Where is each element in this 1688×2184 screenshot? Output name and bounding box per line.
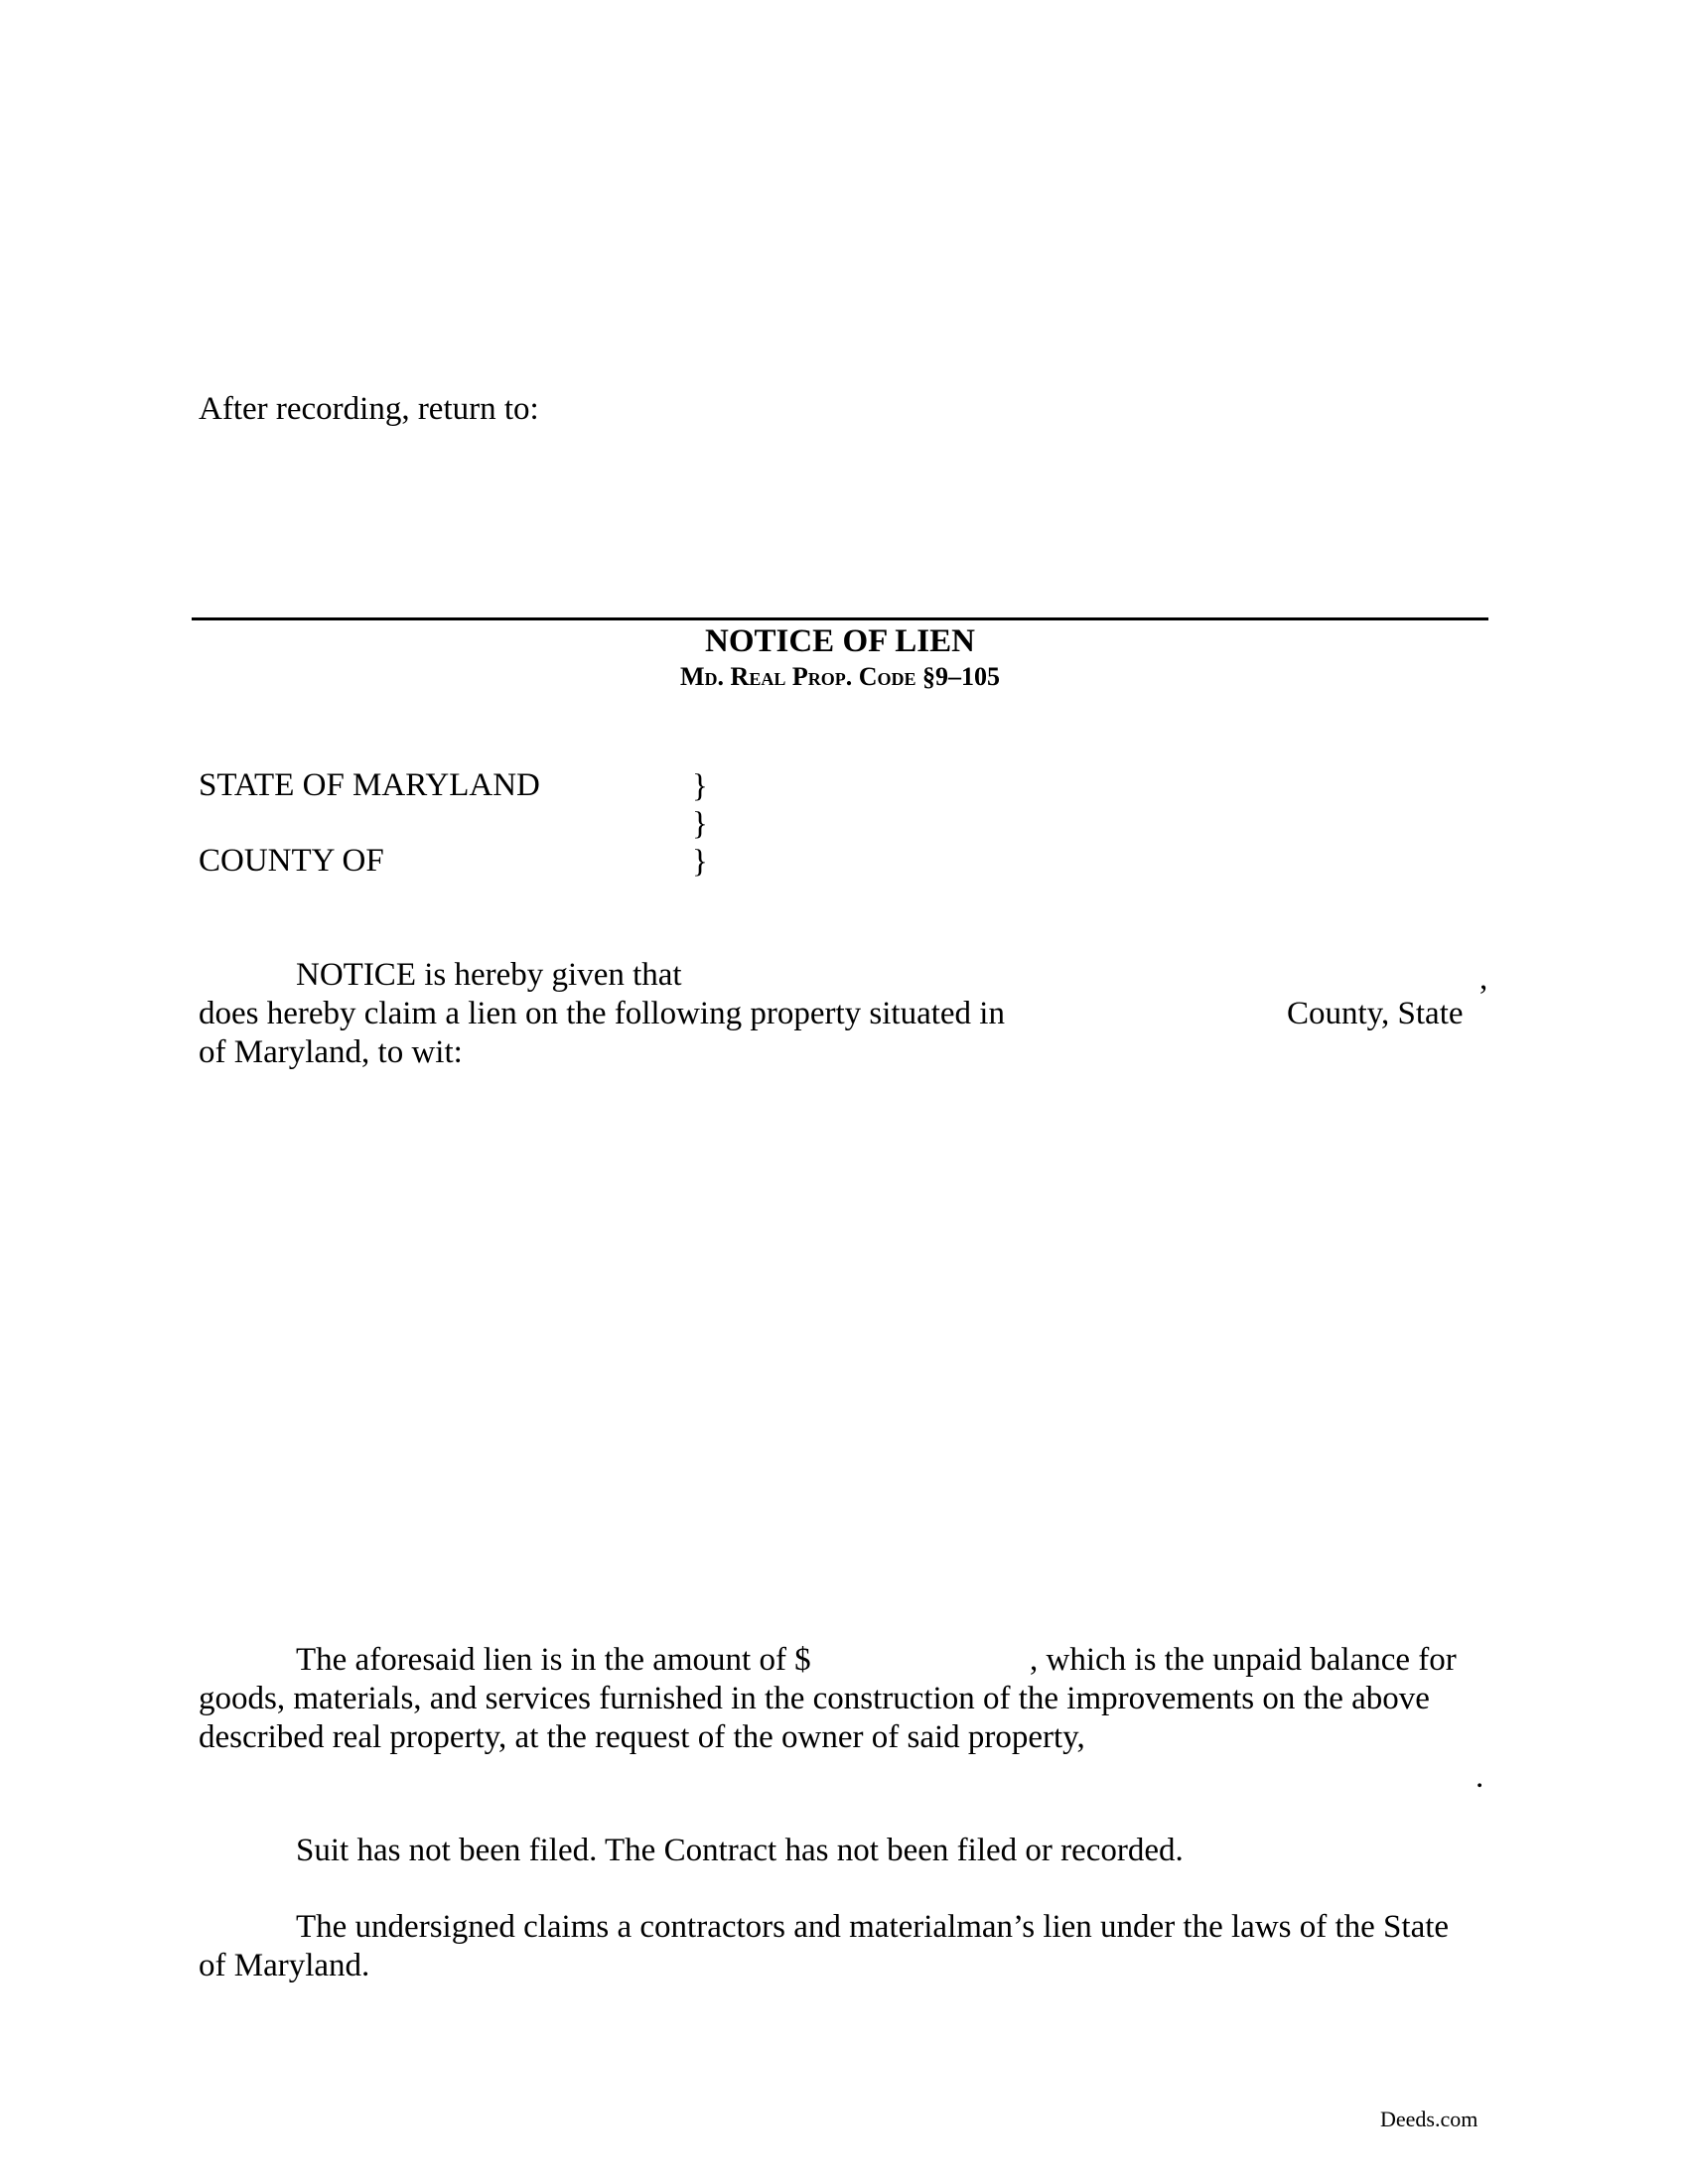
footer-brand: Deeds.com [1380,2107,1478,2131]
venue-county-label: COUNTY OF [199,843,384,879]
statute-citation: Md. Real Prop. Code §9–105 [680,662,1000,691]
notice-paragraph-line-2a: does hereby claim a lien on the following property situated in [199,996,1005,1031]
notice-paragraph-line-2b: County, State [1287,996,1464,1031]
amount-paragraph-line-3: described real property, at the request of the owner of said property, [199,1719,1085,1755]
amount-paragraph-line-1b: , which is the unpaid balance for [1030,1642,1457,1678]
claim-statement-line-1: The undersigned claims a contractors and materialman’s lien under the laws of the State [296,1909,1450,1945]
venue-brace: } [692,768,708,804]
notice-paragraph-line-3: of Maryland, to wit: [199,1034,463,1070]
amount-paragraph-line-1a: The aforesaid lien is in the amount of $ [296,1642,811,1678]
title-divider [192,617,1488,620]
suit-statement: Suit has not been filed. The Contract has not been filed or recorded. [296,1833,1184,1868]
return-to-label: After recording, return to: [199,391,539,427]
notice-paragraph-comma: , [1479,961,1488,997]
amount-paragraph-period: . [1476,1759,1484,1795]
venue-brace: } [692,844,708,880]
document-title: NOTICE OF LIEN [705,623,975,659]
venue-brace: } [692,806,708,842]
amount-paragraph-line-2: goods, materials, and services furnished in the construction of the improvements on the above [199,1681,1430,1716]
venue-state-label: STATE OF MARYLAND [199,767,540,803]
claim-statement-line-2: of Maryland. [199,1948,370,1983]
notice-paragraph-line-1: NOTICE is hereby given that [296,957,682,993]
